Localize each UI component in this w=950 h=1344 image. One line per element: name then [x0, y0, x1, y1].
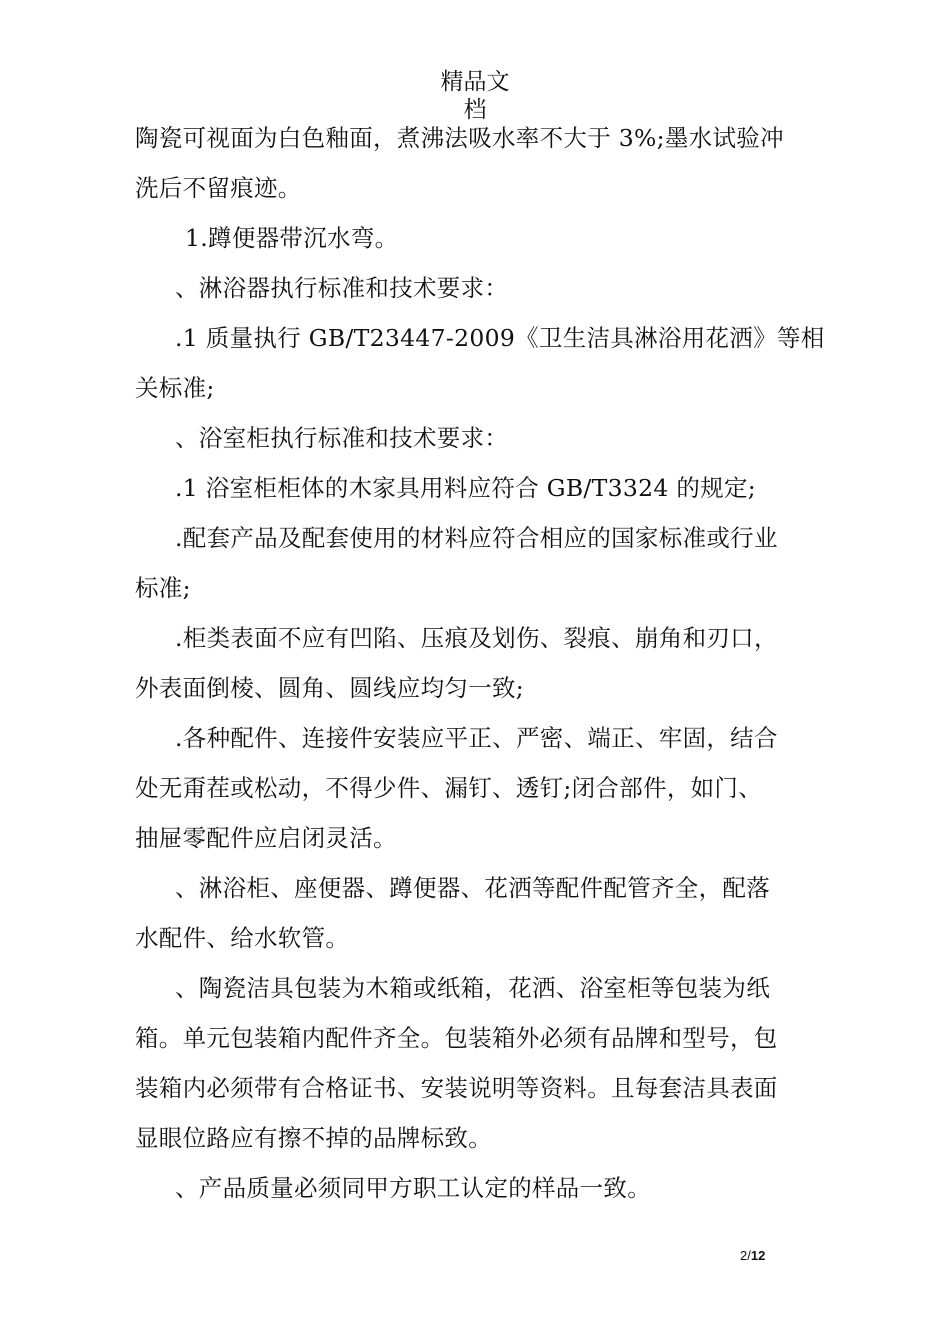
- text-line: .1 质量执行 GB/T23447-2009《卫生洁具淋浴用花洒》等相: [175, 324, 825, 352]
- header-line-2: 档: [463, 97, 487, 123]
- text-line: 、产品质量必须同甲方职工认定的样品一致。: [175, 1174, 651, 1202]
- text-line: 、陶瓷洁具包装为木箱或纸箱，花洒、浴室柜等包装为纸: [175, 974, 770, 1002]
- text-line: .1 浴室柜柜体的木家具用料应符合 GB/T3324 的规定;: [175, 474, 756, 502]
- text-line: .柜类表面不应有凹陷、压痕及划伤、裂痕、崩角和刃口，: [175, 624, 778, 652]
- text-line: 抽屉零配件应启闭灵活。: [135, 824, 397, 852]
- text-line: .配套产品及配套使用的材料应符合相应的国家标准或行业: [175, 524, 778, 552]
- text-line: 箱。单元包装箱内配件齐全。包装箱外必须有品牌和型号，包: [135, 1024, 778, 1052]
- page-current: 2/: [740, 1248, 751, 1263]
- page-total: 12: [750, 1248, 766, 1263]
- text-line: 陶瓷可视面为白色釉面，煮沸法吸水率不大于 3%;墨水试验冲: [135, 124, 784, 152]
- text-line: 水配件、给水软管。: [135, 924, 350, 952]
- header-line-1: 精品文: [440, 69, 510, 95]
- text-line: 、浴室柜执行标准和技术要求：: [175, 424, 509, 452]
- text-line: 外表面倒棱、圆角、圆线应均匀一致;: [135, 674, 525, 702]
- text-line: 装箱内必须带有合格证书、安装说明等资料。且每套洁具表面: [135, 1074, 778, 1102]
- text-line: 处无甭茬或松动，不得少件、漏钉、透钉;闭合部件，如门、: [135, 774, 763, 802]
- page-number: [740, 1248, 765, 1263]
- text-line: 显眼位路应有擦不掉的品牌标致。: [135, 1124, 492, 1152]
- text-line: .各种配件、连接件安装应平正、严密、端正、牢固，结合: [175, 724, 778, 752]
- text-line: 关标准;: [135, 374, 215, 402]
- text-line: 、淋浴器执行标准和技术要求：: [175, 274, 509, 302]
- text-line: 标准;: [135, 574, 191, 602]
- text-line: 洗后不留痕迹。: [135, 174, 302, 202]
- text-line: 1.蹲便器带沉水弯。: [185, 224, 399, 252]
- document-body: [135, 113, 825, 1213]
- text-line: 、淋浴柜、座便器、蹲便器、花洒等配件配管齐全，配落: [175, 874, 770, 902]
